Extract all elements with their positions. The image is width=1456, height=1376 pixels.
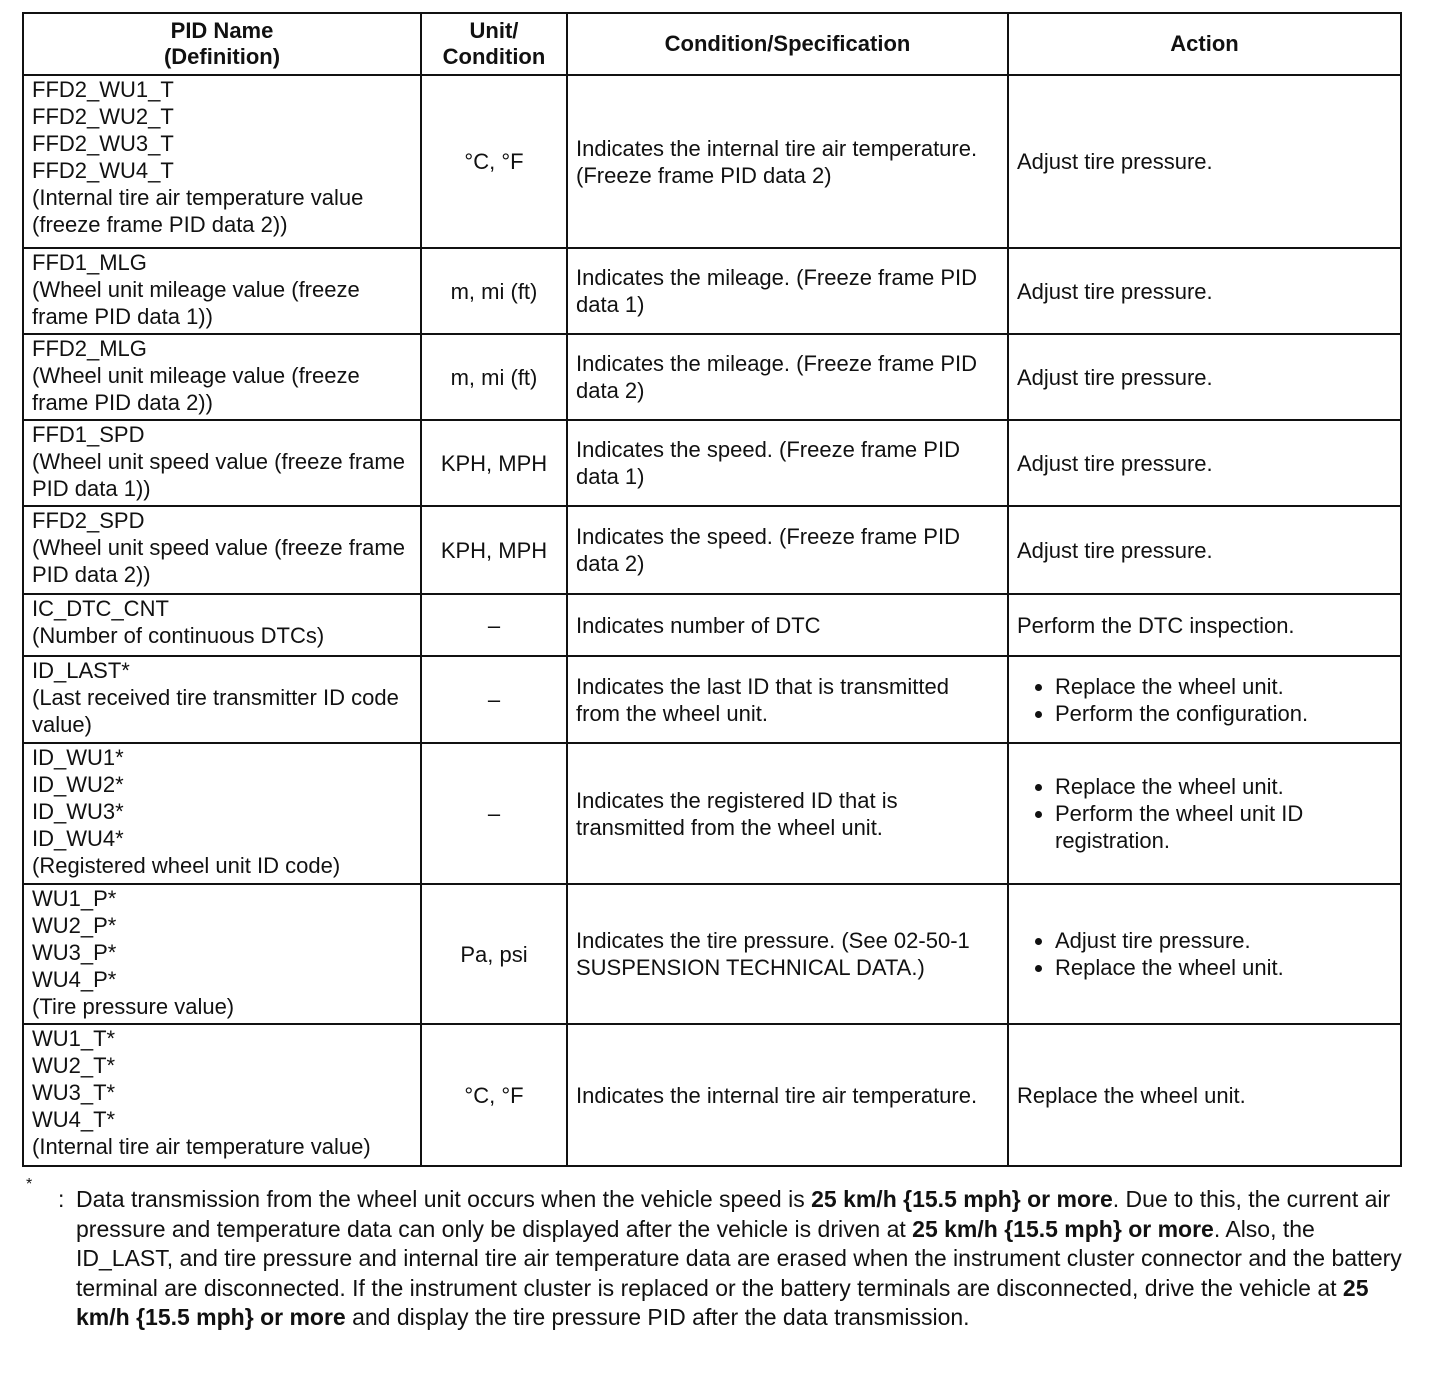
pid-cell [23,594,421,656]
action-cell [1008,743,1401,884]
pid-line: WU3_P* [32,940,117,965]
pid-line: FFD2_SPD [32,508,145,533]
action-cell [1008,334,1401,420]
pid-line: FFD2_WU1_T [32,77,174,102]
unit-cell: m, mi (ft) [421,248,567,334]
action-cell [1008,884,1401,1024]
action-item: • Adjust tire pressure. [1055,927,1392,954]
pid-cell [23,248,421,334]
pid-cell [23,656,421,743]
action-item: Adjust tire pressure. [1017,450,1213,476]
header-pid: PID Name (Definition) [23,13,421,75]
action-cell [1008,75,1401,248]
footnote-segment: . Due to this, the current air pressure and temperature data can only be displayed after the vehicle is driven at [76,1186,1391,1242]
action-cell [1008,594,1401,656]
pid-line: FFD2_MLG [32,336,147,361]
action-item: • Replace the wheel unit. [1055,954,1392,981]
action-cell [1008,1024,1401,1166]
spec-cell: Indicates the internal tire air temperature. (Freeze frame PID data 2) [567,75,1008,248]
action-cell [1008,506,1401,594]
table-row [23,248,1401,334]
pid-line: FFD1_SPD [32,422,145,447]
pid-line: FFD2_WU2_T [32,104,174,129]
spec-cell: Indicates number of DTC [567,594,1008,656]
action-item: Replace the wheel unit. [1017,1082,1246,1108]
pid-line: FFD2_WU3_T [32,131,174,156]
table-row [23,1024,1401,1166]
pid-line: (Wheel unit mileage value (freeze frame PID data 1)) [32,277,360,329]
action-item: Adjust tire pressure. [1017,537,1213,563]
footnote-emphasis: 25 km/h {15.5 mph} or more [76,1274,1369,1330]
action-item: • Replace the wheel unit. [1055,773,1392,800]
pid-line: WU4_T* [32,1107,116,1132]
footnote-text [58,1185,1402,1333]
table-row [23,506,1401,594]
pid-line: ID_WU4* [32,826,124,851]
spec-cell: Indicates the tire pressure. (See 02-50-1 SUSPENSION TECHNICAL DATA.) [567,884,1008,1024]
unit-cell: m, mi (ft) [421,334,567,420]
pid-line: (Tire pressure value) [32,994,235,1019]
action-item: Adjust tire pressure. [1017,364,1213,390]
table-row [23,656,1401,743]
pid-line: (Internal tire air temperature value) [32,1134,371,1159]
footnote [22,1176,1402,1333]
unit-cell: – [421,594,567,656]
pid-table [22,12,1402,1167]
footnote-segment: and display the tire pressure PID after the data transmission. [345,1304,970,1330]
footnote-segment: Data transmission from the wheel unit occurs when the vehicle speed is [76,1186,812,1212]
footnote-star: * [26,1176,33,1193]
footnote-colon: : [58,1186,65,1212]
pid-line: WU4_P* [32,967,117,992]
pid-line: (Wheel unit mileage value (freeze frame PID data 2)) [32,363,360,415]
action-item: Adjust tire pressure. [1017,149,1213,174]
table-row [23,884,1401,1024]
pid-line: (Last received tire transmitter ID code value) [32,685,399,737]
pid-line: WU2_T* [32,1053,116,1078]
footnote-emphasis: 25 km/h {15.5 mph} or more [811,1186,1113,1212]
action-item: • Replace the wheel unit. [1055,673,1392,700]
spec-cell: Indicates the internal tire air temperature. [567,1024,1008,1166]
pid-line: ID_LAST* [32,658,130,683]
action-item: • Perform the configuration. [1055,700,1392,727]
action-cell [1008,248,1401,334]
spec-cell: Indicates the speed. (Freeze frame PID data 2) [567,506,1008,594]
action-cell [1008,420,1401,506]
pid-cell [23,75,421,248]
header-spec: Condition/Specification [567,13,1008,75]
action-item: Adjust tire pressure. [1017,278,1213,304]
pid-line: ID_WU3* [32,799,124,824]
unit-cell: KPH, MPH [421,420,567,506]
spec-cell: Indicates the speed. (Freeze frame PID data 1) [567,420,1008,506]
action-cell [1008,656,1401,743]
spec-cell: Indicates the mileage. (Freeze frame PID data 2) [567,334,1008,420]
spec-cell: Indicates the registered ID that is transmitted from the wheel unit. [567,743,1008,884]
pid-line: WU2_P* [32,913,117,938]
pid-line: IC_DTC_CNT [32,596,169,621]
pid-line: (Number of continuous DTCs) [32,623,325,648]
pid-line: (Wheel unit speed value (freeze frame PID data 1)) [32,449,405,501]
table-row [23,420,1401,506]
pid-line: FFD1_MLG [32,250,147,275]
pid-line: (Wheel unit speed value (freeze frame PID data 2)) [32,535,405,587]
pid-line: WU1_T* [32,1026,116,1051]
footnote-segment: . Also, the ID_LAST, and tire pressure and internal tire air temperature data are erased when the instrument cluster connector and the battery terminal are disconnected. If the instrument cluster is replaced or the battery terminals are disconnected, drive the vehicle at [76,1215,1402,1301]
unit-cell: °C, °F [421,1024,567,1166]
table-row [23,594,1401,656]
action-item: • Perform the wheel unit ID registration. [1055,800,1392,854]
pid-line: (Internal tire air temperature value (freeze frame PID data 2)) [32,185,364,237]
pid-line: WU3_T* [32,1080,116,1105]
unit-cell: Pa, psi [421,884,567,1024]
pid-line: ID_WU2* [32,772,124,797]
pid-cell [23,334,421,420]
table-row [23,334,1401,420]
unit-cell: – [421,656,567,743]
unit-cell: °C, °F [421,75,567,248]
table-row [23,743,1401,884]
spec-cell: Indicates the last ID that is transmitted from the wheel unit. [567,656,1008,743]
header-action: Action [1008,13,1401,75]
pid-cell [23,743,421,884]
pid-cell [23,1024,421,1166]
unit-cell: KPH, MPH [421,506,567,594]
header-row [23,13,1401,75]
pid-line: (Registered wheel unit ID code) [32,853,341,878]
spec-cell: Indicates the mileage. (Freeze frame PID data 1) [567,248,1008,334]
pid-cell [23,420,421,506]
footnote-emphasis: 25 km/h {15.5 mph} or more [912,1215,1214,1242]
header-unit: Unit/ Condition [421,13,567,75]
pid-cell [23,506,421,594]
pid-cell [23,884,421,1024]
action-item: Perform the DTC inspection. [1017,612,1295,638]
unit-cell: – [421,743,567,884]
pid-line: ID_WU1* [32,745,124,770]
pid-line: WU1_P* [32,886,117,911]
table-row [23,75,1401,248]
pid-line: FFD2_WU4_T [32,158,174,183]
